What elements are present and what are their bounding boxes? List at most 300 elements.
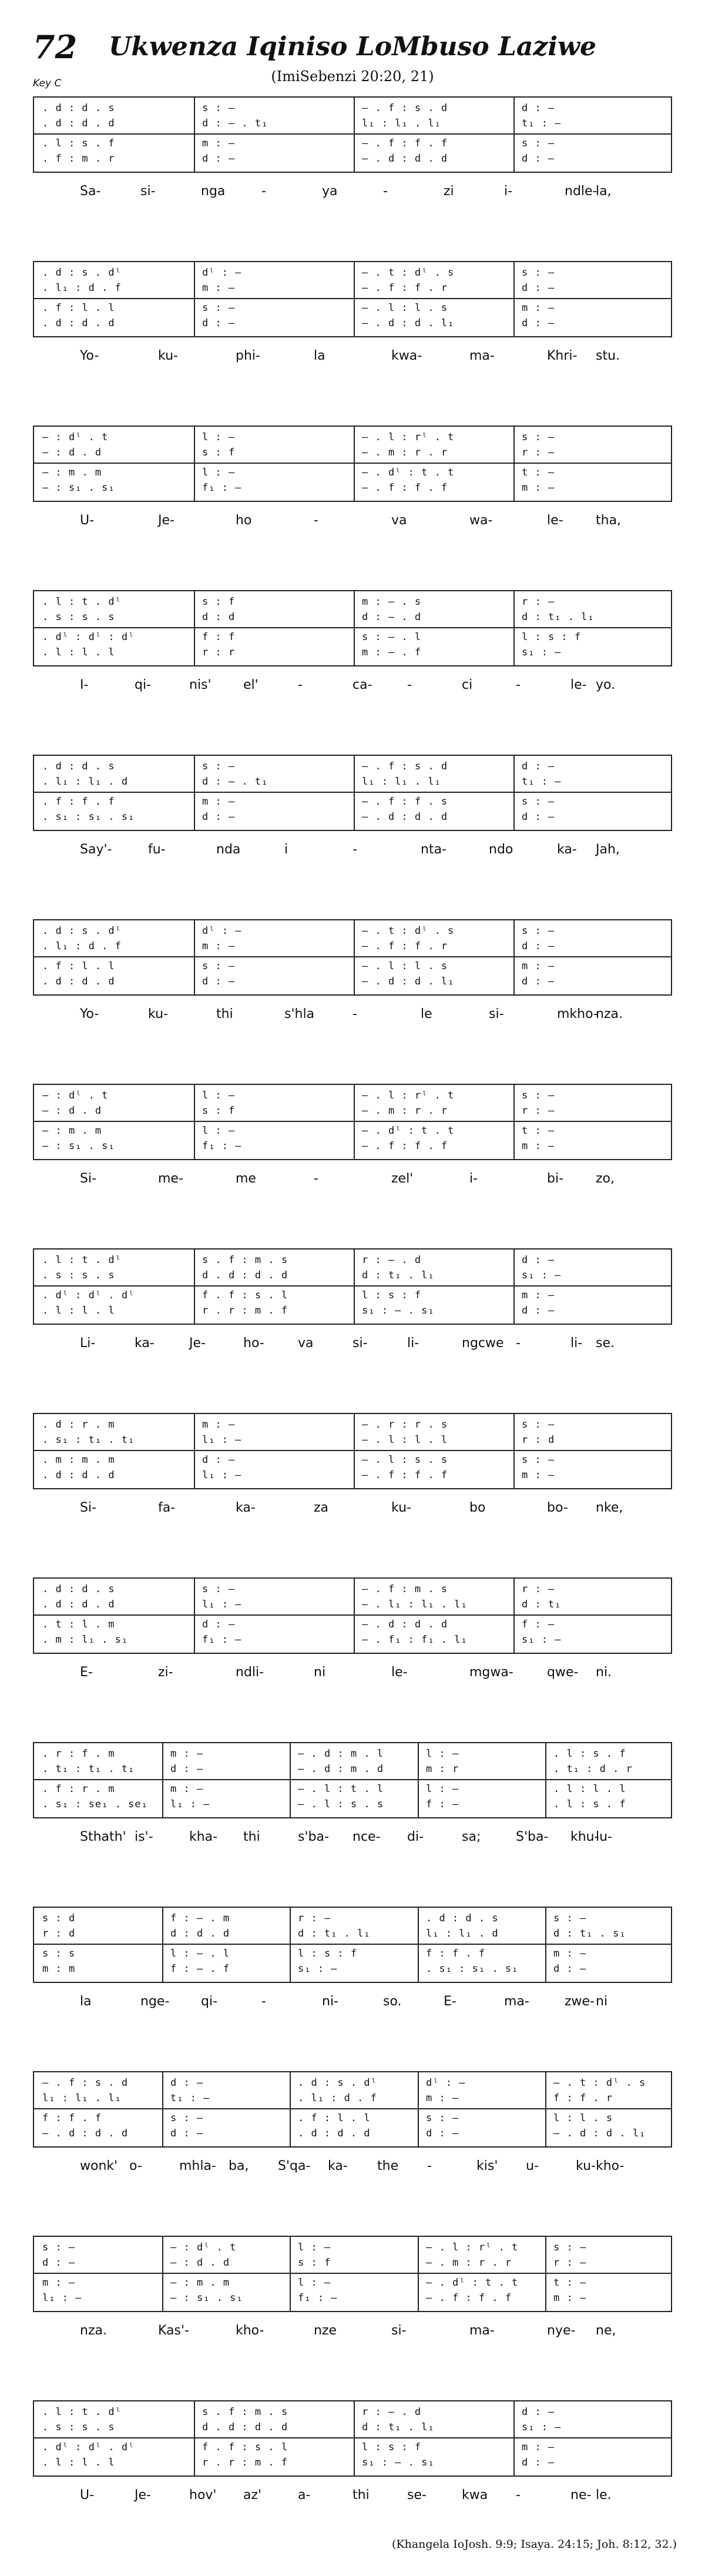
measure-notes: . d : d . s [426, 1912, 499, 1924]
voice-part-row [34, 1288, 673, 1302]
measure-notes: m : — [202, 1419, 236, 1431]
measure-notes: s : d [42, 1912, 76, 1924]
measure-notes: s₁ : — [522, 1269, 562, 1281]
measure-notes: d : t₁ . l₁ [362, 2421, 435, 2433]
voice-part-row [34, 630, 673, 644]
measure-notes: m : — [522, 302, 555, 314]
lyric-syllable: ni- [322, 1994, 338, 2009]
measure-notes: s₁ : — [522, 646, 562, 658]
lyric-syllable: va [391, 513, 407, 528]
measure-notes: t₁ : — [522, 118, 562, 129]
measure-notes: — . f : s . d [362, 102, 448, 114]
staff-box [33, 2400, 672, 2477]
measure-notes: — : s₁ . s₁ [170, 2292, 243, 2304]
lyric-syllable: S'ba- [516, 1830, 549, 1844]
lyric-syllable: nza. [80, 2323, 107, 2338]
lyric-syllable: Khri- [547, 349, 578, 363]
measure-notes: . f : l . l [42, 960, 115, 972]
lyric-syllable: qwe- [547, 1665, 579, 1680]
staff-box [33, 1742, 672, 1818]
lyric-syllable: fu- [148, 842, 166, 857]
lyric-syllable: phi- [236, 349, 260, 363]
voice-part-row [34, 2440, 673, 2454]
measure-notes: — . d : d . d [362, 153, 448, 165]
lyrics-line [33, 344, 672, 368]
measure-notes: . f : m . r [42, 153, 115, 165]
lyric-syllable: so. [383, 1994, 402, 2009]
measure-notes: t₁ : — [170, 2092, 210, 2104]
lyric-syllable: - [407, 678, 412, 692]
voice-part-row [34, 759, 673, 773]
staff-divider [34, 1614, 671, 1616]
staff-divider [34, 2108, 671, 2109]
lyric-syllable: nga [201, 184, 226, 199]
measure-notes: f : — [426, 1798, 459, 1810]
lyric-syllable: me- [158, 1171, 183, 1186]
measure-notes: l₁ : l₁ . l₁ [42, 2092, 122, 2104]
measure-notes: d : — . t₁ [202, 776, 268, 788]
measure-notes: — : d . d [42, 1105, 102, 1117]
measure-notes: d : — [170, 2077, 204, 2089]
lyric-syllable: sa; [462, 1830, 481, 1844]
measure-notes: f . f : s . l [202, 2441, 288, 2453]
lyrics-line [33, 509, 672, 532]
lyric-syllable: se- [407, 2488, 427, 2503]
measure-notes: m : — [202, 796, 236, 808]
lyric-syllable: Kas'- [158, 2323, 189, 2338]
voice-part-row [34, 481, 673, 495]
measure-notes: m : — [522, 1469, 555, 1481]
lyric-syllable: - [352, 842, 357, 857]
lyric-syllable: zwe- [565, 1994, 595, 2009]
measure-notes: — . f : f . r [362, 940, 448, 952]
voice-part-row [34, 2240, 673, 2255]
lyric-syllable: kis' [476, 2159, 498, 2173]
measure-notes: dˡ : — [202, 925, 242, 937]
measure-notes: f₁ : — [298, 2292, 338, 2304]
measure-notes: s : — [522, 267, 555, 279]
measure-notes: f₁ : — [202, 1140, 242, 1152]
measure-notes: f : f . r [553, 2092, 613, 2104]
staff-box [33, 590, 672, 666]
measure-notes: d : t₁ . l₁ [298, 1928, 371, 1939]
lyric-syllable: nta- [421, 842, 446, 857]
voice-part-row [34, 2291, 673, 2305]
measure-notes: s : — [202, 102, 236, 114]
measure-notes: — : dˡ . t [42, 431, 109, 443]
measure-notes: s : — [202, 1583, 236, 1595]
measure-notes: l : — [202, 467, 236, 478]
lyrics-line [33, 674, 672, 697]
measure-notes: s₁ : — [522, 1634, 562, 1646]
measure-notes: . d : d . d [42, 118, 115, 129]
lyric-syllable: ne, [596, 2323, 616, 2338]
measure-notes: d : t₁ . s₁ [553, 1928, 626, 1939]
measure-notes: s₁ : — [298, 1963, 338, 1975]
lyric-syllable: wonk' [80, 2159, 118, 2173]
measure-notes: m : — [553, 2292, 587, 2304]
measure-notes: d : — [202, 811, 236, 823]
measure-notes: s : — [202, 761, 236, 772]
measure-notes: m : — . f [362, 646, 422, 658]
voice-part-row [34, 1124, 673, 1138]
measure-notes: f : — . m [170, 1912, 230, 1924]
measure-notes: . l : s . f [553, 1748, 626, 1760]
measure-notes: s : f [298, 2257, 331, 2269]
voice-part-row [34, 2276, 673, 2290]
measure-notes: — . m : r . r [362, 447, 448, 458]
lyric-syllable: - [314, 513, 318, 528]
measure-notes: s . f : m . s [202, 1254, 288, 1266]
lyric-syllable: el' [243, 678, 258, 692]
voice-part-row [34, 1797, 673, 1811]
measure-notes: — . d : m . l [298, 1748, 384, 1760]
lyric-syllable: - [298, 678, 303, 692]
voice-part-row [34, 136, 673, 150]
voice-part-row [34, 924, 673, 938]
measure-notes: . d : d . d [42, 1599, 115, 1610]
staff-divider [34, 463, 671, 464]
staff-divider [34, 2437, 671, 2438]
measure-notes: m : — [202, 282, 236, 294]
measure-notes: d : — [522, 282, 555, 294]
measure-notes: m : — [202, 138, 236, 149]
measure-notes: — : d . d [42, 447, 102, 458]
measure-notes: m : — [202, 940, 236, 952]
voice-part-row [34, 1597, 673, 1612]
measure-notes: s : — . l [362, 631, 422, 643]
measure-notes: l₁ : l₁ . l₁ [362, 776, 441, 788]
lyric-syllable: kho- [236, 2323, 264, 2338]
measure-notes: m : — [522, 1289, 555, 1301]
measure-notes: d : — [170, 1763, 204, 1775]
measure-notes: f . f : s . l [202, 1289, 288, 1301]
measure-notes: f : f [202, 631, 236, 643]
measure-notes: . l : s . f [42, 138, 115, 149]
staff-box [33, 755, 672, 831]
lyric-syllable: ndle- [565, 184, 597, 199]
measure-notes: s : — [553, 2242, 587, 2253]
measure-notes: — . l : s . s [298, 1798, 384, 1810]
voice-part-row [34, 1962, 673, 1976]
measure-notes: r : — [522, 447, 555, 458]
measure-notes: r . r : m . f [202, 2457, 288, 2468]
measure-notes: m : — [426, 2092, 459, 2104]
lyrics-line [33, 1332, 672, 1355]
measure-notes: . l₁ : d . f [42, 940, 122, 952]
voice-part-row [34, 1747, 673, 1761]
measure-notes: . d : r . m [42, 1419, 115, 1431]
lyric-syllable: mhla- [179, 2159, 216, 2173]
measure-notes: — . f : f . r [362, 282, 448, 294]
staff-divider [34, 133, 671, 135]
lyric-syllable: U- [80, 513, 95, 528]
lyric-syllable: E- [444, 1994, 456, 2009]
lyric-syllable: Si- [80, 1171, 97, 1186]
measure-notes: t : — [522, 1125, 555, 1137]
measure-notes: m : — [522, 960, 555, 972]
lyric-syllable: E- [80, 1665, 93, 1680]
voice-part-row [34, 974, 673, 989]
voice-part-row [34, 1633, 673, 1647]
measure-notes: r : d [42, 1928, 76, 1939]
measure-notes: . f : l . l [42, 302, 115, 314]
staff-divider [34, 627, 671, 628]
lyric-syllable: nge- [140, 1994, 170, 2009]
lyric-syllable: ho [236, 513, 252, 528]
lyric-syllable: Li- [80, 1336, 96, 1351]
hymn-title: Ukwenza Iqiniso LoMbuso Laziwe [109, 32, 596, 62]
measure-notes: s : s [42, 1948, 76, 1959]
staff-box [33, 1413, 672, 1489]
lyrics-line [33, 1990, 672, 2014]
lyric-syllable: Je- [158, 513, 174, 528]
lyric-syllable: ka- [236, 1500, 256, 1515]
lyric-syllable: - [314, 1171, 318, 1186]
lyric-syllable: Je- [135, 2488, 151, 2503]
lyric-syllable: qi- [201, 1994, 218, 2009]
voice-part-row [34, 1088, 673, 1103]
measure-notes: r : — [553, 2257, 587, 2269]
measure-notes: — : m . m [42, 1125, 102, 1137]
measure-notes: m : — [522, 2441, 555, 2453]
lyric-syllable: li- [570, 1336, 583, 1351]
lyric-syllable: wa- [469, 513, 493, 528]
measure-notes: — . t : dˡ . s [362, 267, 455, 279]
measure-notes: — . f : s . d [42, 2077, 129, 2089]
lyric-syllable: a- [298, 2488, 311, 2503]
measure-notes: . l : l . l [42, 2457, 115, 2468]
voice-part-row [34, 101, 673, 115]
footer-references: (Khangela IoJosh. 9:9; Isaya. 24:15; Joh. 8:12, 32.) [391, 2538, 677, 2551]
lyric-syllable: nye- [547, 2323, 576, 2338]
lyric-syllable: ca- [352, 678, 372, 692]
measure-notes: . d : s . dˡ [42, 925, 122, 937]
lyric-syllable: me [236, 1171, 256, 1186]
lyric-syllable: hov' [189, 2488, 217, 2503]
lyric-syllable: stu. [596, 349, 620, 363]
voice-part-row [34, 266, 673, 280]
measure-notes: r : — . d [362, 1254, 422, 1266]
lyric-syllable: thi [243, 1830, 260, 1844]
lyric-syllable: yo. [596, 678, 616, 692]
measure-notes: — . t : dˡ . s [362, 925, 455, 937]
lyric-syllable: la, [596, 184, 612, 199]
measure-notes: . d : d . s [42, 761, 115, 772]
lyric-syllable: az' [243, 2488, 262, 2503]
lyric-syllable: ma- [469, 349, 495, 363]
measure-notes: f : — . f [170, 1963, 230, 1975]
lyric-syllable: ba, [229, 2159, 249, 2173]
lyrics-line [33, 1825, 672, 1849]
measure-notes: — . l : s . s [362, 1454, 448, 1466]
measure-notes: l₁ : — [202, 1599, 242, 1610]
measure-notes: s : — [202, 960, 236, 972]
voice-part-row [34, 959, 673, 973]
measure-notes: d : — [522, 102, 555, 114]
staff-box [33, 1577, 672, 1654]
measure-notes: . s₁ : t₁ . t₁ [42, 1434, 135, 1446]
staff-divider [34, 1450, 671, 1451]
measure-notes: l₁ : — [42, 2292, 82, 2304]
measure-notes: — . m : r . r [426, 2257, 512, 2269]
measure-notes: . s : s . s [42, 2421, 115, 2433]
measure-notes: s : — [522, 1454, 555, 1466]
measure-notes: s : — [42, 2242, 76, 2253]
lyric-syllable: ma- [504, 1994, 529, 2009]
staff-divider [34, 792, 671, 793]
measure-notes: . s : s . s [42, 611, 115, 623]
voice-part-row [34, 1253, 673, 1267]
measure-notes: . s₁ : s₁ . s₁ [42, 811, 135, 823]
lyric-syllable: ho- [243, 1336, 264, 1351]
measure-notes: s : f [202, 596, 236, 608]
staff-box [33, 2071, 672, 2148]
measure-notes: d : — [522, 976, 555, 987]
lyric-syllable: - [516, 1336, 521, 1351]
lyric-syllable: ne- [570, 2488, 592, 2503]
voice-part-row [34, 939, 673, 953]
lyric-syllable: s'ba- [298, 1830, 329, 1844]
measure-notes: — . l : rˡ . t [426, 2242, 519, 2253]
staff-box [33, 426, 672, 502]
voice-part-row [34, 1782, 673, 1796]
measure-notes: . d : d . s [42, 102, 115, 114]
measure-notes: r : — [522, 1105, 555, 1117]
lyric-syllable: Si- [80, 1500, 97, 1515]
measure-notes: d : — . t₁ [202, 118, 268, 129]
key-signature: Key C [33, 78, 62, 89]
measure-notes: s₁ : — [522, 2421, 562, 2433]
measure-notes: m : m [42, 1963, 76, 1975]
measure-notes: f : f . f [42, 2112, 102, 2124]
lyrics-line [33, 2155, 672, 2178]
measure-notes: d : — [202, 976, 236, 987]
lyric-syllable: ku- [391, 1500, 411, 1515]
lyric-syllable: u- [526, 2159, 539, 2173]
measure-notes: d : t₁ . l₁ [362, 1269, 435, 1281]
lyric-syllable: le- [570, 678, 587, 692]
measure-notes: m : — [42, 2277, 76, 2289]
scripture-reference: (ImiSebenzi 20:20, 21) [271, 68, 434, 85]
lyric-syllable: di- [407, 1830, 424, 1844]
measure-notes: r : — . d [362, 2406, 422, 2418]
measure-notes: . l : t . dˡ [42, 596, 122, 608]
voice-part-row [34, 2076, 673, 2090]
voice-part-row [34, 1268, 673, 1282]
measure-notes: — . d : d . d [42, 2128, 129, 2139]
measure-notes: m : — [553, 1948, 587, 1959]
lyric-syllable: Sthath' [80, 1830, 126, 1844]
lyric-syllable: si- [391, 2323, 407, 2338]
measure-notes: . f : r . m [42, 1783, 115, 1795]
measure-notes: . l : t . dˡ [42, 2406, 122, 2418]
lyric-syllable: nce- [352, 1830, 381, 1844]
measure-notes: — . f : f . f [362, 138, 448, 149]
lyric-syllable: ngcwe [462, 1336, 504, 1351]
measure-notes: d : — [426, 2128, 459, 2139]
measure-notes: l : — [202, 1090, 236, 1101]
measure-notes: d : — [522, 2457, 555, 2468]
lyric-syllable: o- [129, 2159, 142, 2173]
lyrics-line [33, 1003, 672, 1026]
lyric-syllable: ku- [158, 349, 178, 363]
measure-notes: s : f [202, 447, 236, 458]
measure-notes: d . d : d . d [202, 2421, 288, 2433]
measure-notes: — : s₁ . s₁ [42, 1140, 115, 1152]
voice-part-row [34, 1947, 673, 1961]
measure-notes: . l₁ : d . f [42, 282, 122, 294]
measure-notes: — . f : f . f [426, 2292, 512, 2304]
measure-notes: dˡ : — [426, 2077, 466, 2089]
lyric-syllable: la [80, 1994, 92, 2009]
lyric-syllable: the [377, 2159, 399, 2173]
measure-notes: l : s : f [362, 2441, 422, 2453]
staff-divider [34, 2273, 671, 2274]
measure-notes: d : — [522, 1305, 555, 1317]
lyric-syllable: se. [596, 1336, 615, 1351]
lyric-syllable: thi [352, 2488, 370, 2503]
lyric-syllable: Yo- [80, 1007, 99, 1021]
measure-notes: — . d : d . d [362, 811, 448, 823]
measure-notes: s₁ : — . s₁ [362, 1305, 435, 1317]
measure-notes: r : — [522, 596, 555, 608]
lyric-syllable: - [427, 2159, 432, 2173]
measure-notes: — : m . m [42, 467, 102, 478]
hymn-number: 72 [33, 28, 78, 66]
measure-notes: d : — [202, 317, 236, 329]
staff-box [33, 261, 672, 337]
measure-notes: l₁ : l₁ . d [426, 1928, 499, 1939]
voice-part-row [34, 1468, 673, 1482]
measure-notes: . l₁ : d . f [298, 2092, 377, 2104]
measure-notes: — . l : l . l [362, 1434, 448, 1446]
lyric-syllable: - [261, 184, 266, 199]
voice-part-row [34, 595, 673, 609]
lyric-syllable: zel' [391, 1171, 414, 1186]
voice-part-row [34, 465, 673, 480]
measure-notes: — . l : l . s [362, 960, 448, 972]
voice-part-row [34, 2111, 673, 2125]
measure-notes: — : dˡ . t [42, 1090, 109, 1101]
measure-notes: . d : d . d [42, 1469, 115, 1481]
lyric-syllable: ndo [489, 842, 513, 857]
lyric-syllable: si- [489, 1007, 504, 1021]
voice-part-row [34, 1433, 673, 1447]
staff-box [33, 2236, 672, 2312]
measure-notes: f : — [522, 1619, 555, 1630]
lyric-syllable: nze [314, 2323, 337, 2338]
lyric-syllable: mgwa- [469, 1665, 513, 1680]
staff-divider [34, 956, 671, 957]
measure-notes: r : — [522, 1583, 555, 1595]
lyric-syllable: zi- [158, 1665, 173, 1680]
staff-box [33, 96, 672, 173]
lyrics-line [33, 1496, 672, 1520]
lyric-syllable: za [314, 1500, 329, 1515]
measure-notes: s : — [522, 431, 555, 443]
measure-notes: d : t₁ . l₁ [522, 611, 595, 623]
measure-notes: . l : l . l [553, 1783, 626, 1795]
lyric-syllable: i- [504, 184, 513, 199]
lyric-syllable: fa- [158, 1500, 176, 1515]
measure-notes: . l : s . f [553, 1798, 626, 1810]
measure-notes: d : — [202, 1454, 236, 1466]
staff-box [33, 1907, 672, 1983]
measure-notes: s : — [522, 796, 555, 808]
staff-box [33, 919, 672, 996]
lyric-syllable: le- [547, 513, 563, 528]
